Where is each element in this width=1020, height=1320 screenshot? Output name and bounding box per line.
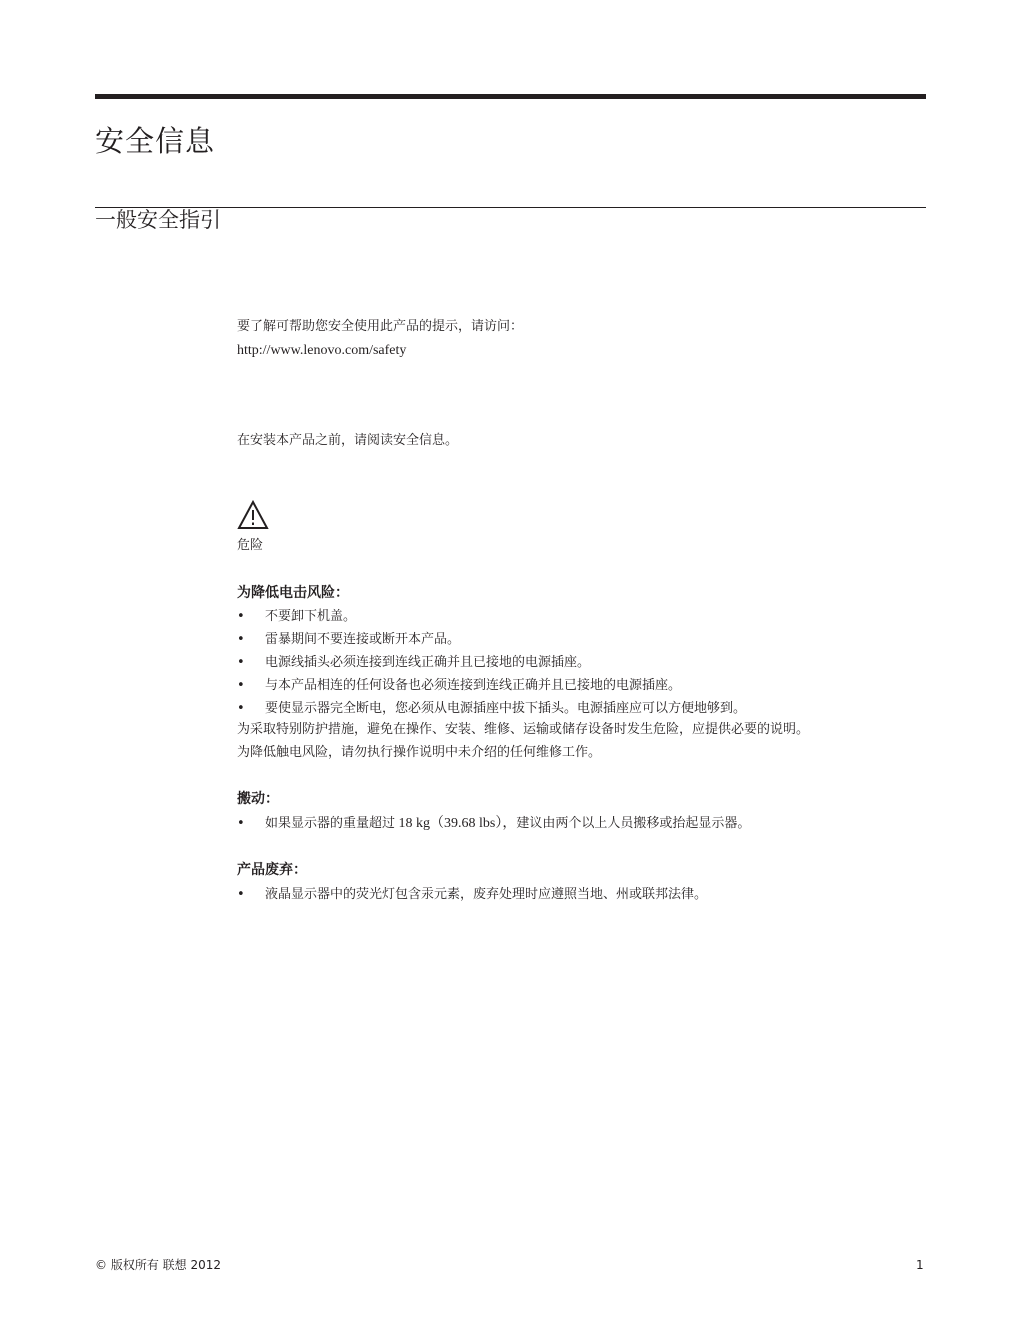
disposal-heading: 产品废弃：: [237, 862, 307, 878]
page-number: 1: [916, 1258, 924, 1272]
handling-text-pre: 如果显示器的重量超过: [265, 816, 396, 831]
list-item: • 与本产品相连的任何设备也必须连接到连线正确并且已接地的电源插座。: [237, 674, 746, 697]
list-item: • 电源线插头必须连接到连线正确并且已接地的电源插座。: [237, 651, 746, 674]
electric-shock-heading: 为降低电击风险：: [237, 585, 349, 601]
safety-url-link[interactable]: http://www.lenovo.com/safety: [237, 343, 407, 358]
intro-text: 要了解可帮助您安全使用此产品的提示，请访问：: [237, 319, 524, 334]
warning-triangle-icon: [237, 500, 269, 530]
list-item: • 不要卸下机盖。: [237, 605, 746, 628]
list-item: • 液晶显示器中的荧光灯包含汞元素，废弃处理时应遵照当地、州或联邦法律。: [237, 883, 707, 906]
service-note: 为降低触电风险，请勿执行操作说明中未介绍的任何维修工作。: [237, 745, 602, 760]
disposal-list: [237, 883, 707, 906]
precaution-note: 为采取特别防护措施，避免在操作、安装、维修、运输或储存设备时发生危险，应提供必要的说明。: [237, 722, 810, 737]
read-notice: 在安装本产品之前，请阅读安全信息。: [237, 433, 459, 448]
handling-text-post: 建议由两个以上人员搬移或抬起显示器。: [516, 816, 751, 831]
list-item: • 要使显示器完全断电，您必须从电源插座中拔下插头。电源插座应可以方便地够到。: [237, 697, 746, 720]
handling-weight: 18 kg（39.68 lbs），: [395, 816, 517, 831]
electric-shock-list: [237, 605, 746, 720]
list-item: • 雷暴期间不要连接或断开本产品。: [237, 628, 746, 651]
handling-heading: 搬动：: [237, 791, 279, 807]
top-rule: [95, 94, 926, 99]
copyright-footer: © 版权所有 联想 2012: [95, 1258, 221, 1272]
danger-label: 危险: [237, 538, 264, 553]
handling-list: [237, 812, 750, 835]
page-title: 安全信息: [95, 124, 216, 158]
list-item: [237, 812, 750, 835]
section-title: 一般安全指引: [95, 208, 221, 232]
